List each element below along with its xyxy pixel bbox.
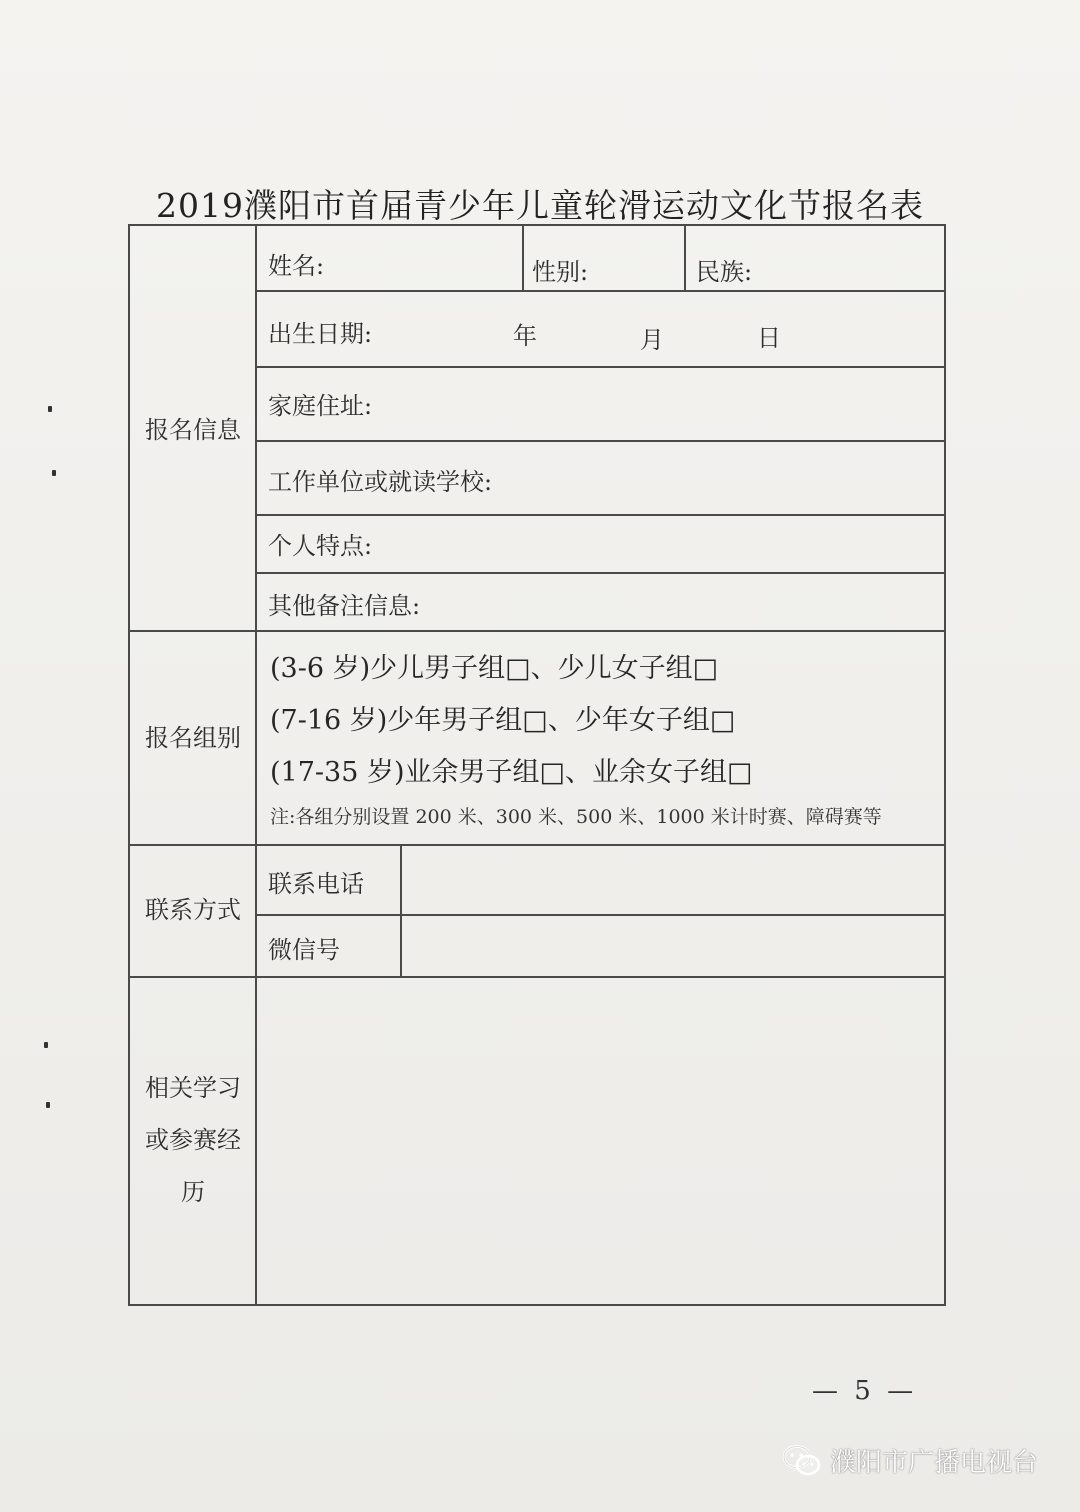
gender-field-label: 性别: (532, 258, 589, 286)
group-option-3-6: (3-6 岁)少儿男子组□、少儿女子组□ (270, 653, 719, 684)
contact-row-divider (255, 914, 946, 916)
row-divider (255, 366, 946, 368)
watermark (782, 1442, 1038, 1479)
experience-label-line-2: 或参赛经 (145, 1126, 241, 1154)
scan-speck (52, 470, 56, 476)
group-option-17-35: (17-35 岁)业余男子组□、业余女子组□ (270, 757, 753, 788)
wechat-icon (782, 1444, 822, 1478)
name-gender-divider (522, 226, 524, 292)
watermark-text: 濮阳市广播电视台 (830, 1448, 1039, 1478)
experience-label-line-3: 历 (181, 1178, 205, 1206)
birth-day-label: 日 (757, 324, 781, 352)
name-field-label: 姓名: (268, 252, 325, 280)
scan-speck (46, 1102, 50, 1108)
workplace-field-label: 工作单位或就读学校: (268, 468, 493, 496)
section-label-info: 报名信息 (145, 416, 241, 444)
experience-label-line-1: 相关学习 (145, 1074, 241, 1102)
row-divider (255, 572, 946, 574)
address-field-label: 家庭住址: (268, 392, 373, 420)
section-label-contact: 联系方式 (145, 896, 241, 924)
group-option-7-16: (7-16 岁)少年男子组□、少年女子组□ (270, 705, 736, 736)
row-divider (255, 290, 946, 292)
remarks-field-label: 其他备注信息: (268, 592, 421, 620)
phone-field-label: 联系电话 (268, 870, 364, 898)
traits-field-label: 个人特点: (268, 532, 373, 560)
scan-speck (48, 406, 52, 412)
row-divider (255, 440, 946, 442)
wechat-field-label: 微信号 (268, 936, 340, 964)
group-note: 注:各组分别设置 200 米、300 米、500 米、1000 米计时赛、障碍赛等 (270, 806, 882, 828)
birth-year-label: 年 (513, 322, 537, 350)
birth-date-field-label: 出生日期: (268, 320, 373, 348)
registration-form-table (128, 224, 946, 1306)
row-divider (255, 514, 946, 516)
section-divider-contact (130, 976, 946, 978)
section-divider-group (130, 844, 946, 846)
gender-ethnicity-divider (684, 226, 686, 292)
section-label-group: 报名组别 (145, 724, 241, 752)
form-title: 2019濮阳市首届青少年儿童轮滑运动文化节报名表 (156, 186, 924, 225)
contact-label-divider (400, 844, 402, 978)
section-label-experience (130, 1062, 256, 1218)
ethnicity-field-label: 民族: (696, 258, 753, 286)
page-number: — 5 — (812, 1376, 918, 1406)
birth-month-label: 月 (640, 326, 664, 354)
scan-speck (44, 1042, 48, 1048)
section-divider-info (130, 630, 946, 632)
